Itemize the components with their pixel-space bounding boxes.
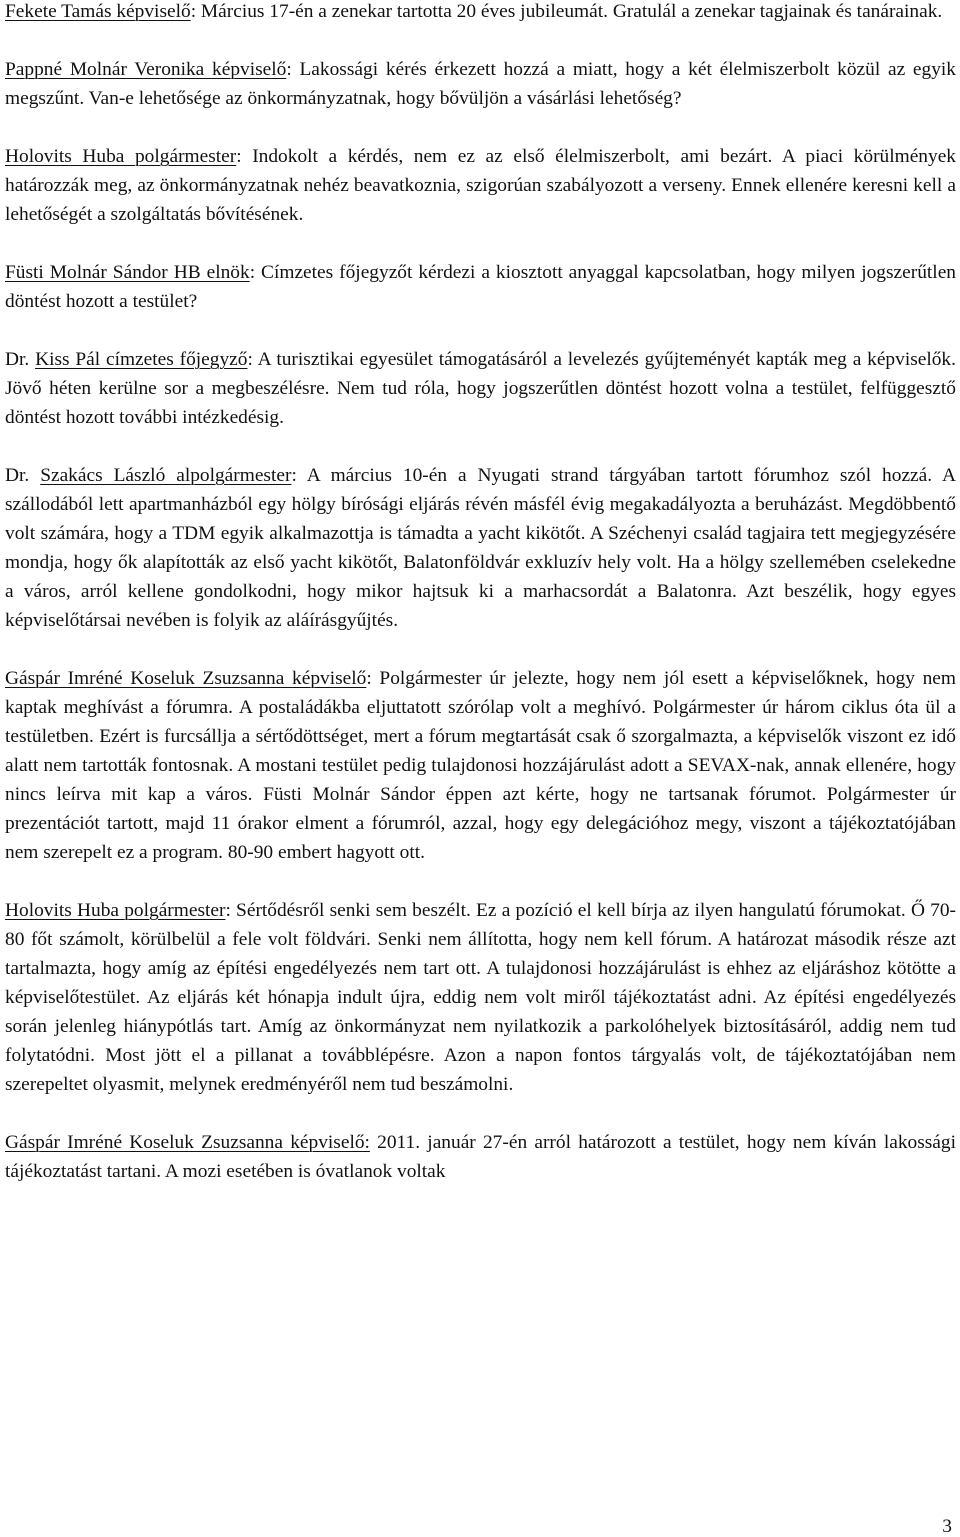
paragraph-holovits-2 (5, 896, 956, 1099)
speaker-name: Gáspár Imréné Koseluk Zsuzsanna képviselő: (5, 1132, 370, 1153)
paragraph-text: : A turisztikai egyesület támogatásáról a levelezés gyűjteményét kapták meg a képviselők. Jövő héten kerülne sor a megbeszélésre. Nem tud róla, hogy jogszerűtlen döntést hozott volna a testület, felfüggesztő döntést hozott további intézkedésig. (5, 349, 956, 428)
speaker-name: Holovits Huba polgármester (5, 900, 226, 921)
paragraph-text: : Indokolt a kérdés, nem ez az első élelmiszerbolt, ami bezárt. A piaci körülmények határozzák meg, az önkormányzatnak nehéz beavatkoznia, szigorúan szabályozott a verseny. Ennek ellenére keresni kell a lehetőségét a szolgáltatás bővítésének. (5, 146, 956, 225)
paragraph-text: : Lakossági kérés érkezett hozzá a miatt, hogy a két élelmiszerbolt közül az egyik megszűnt. Van-e lehetősége az önkormányzatnak, hogy bővüljön a vásárlási lehetőség? (5, 59, 956, 109)
paragraph-prefix: Dr. (5, 465, 41, 486)
paragraph-text: : Március 17-én a zenekar tartotta 20 éves jubileumát. Gratulál a zenekar tagjainak és tanárainak. (190, 1, 943, 22)
paragraph-gaspar-2 (5, 1128, 956, 1186)
speaker-name: Fekete Tamás képviselő (5, 1, 191, 22)
page-number: 3 (942, 1516, 952, 1537)
speaker-name: Holovits Huba polgármester (5, 146, 237, 167)
paragraph-text: : Címzetes főjegyzőt kérdezi a kiosztott anyaggal kapcsolatban, hogy milyen jogszerűtlen döntést hozott a testület? (5, 262, 956, 312)
document-page (5, 0, 956, 1215)
paragraph-text: : Polgármester úr jelezte, hogy nem jól esett a képviselőknek, hogy nem kaptak meghívást a fórumra. A postaládákba eljuttatott szórólap volt a meghívó. Polgármester úr három ciklus óta ül a testületben. Ezért is furcsállja a sértődöttséget, mert a fórum megtartását csak ő szorgalmazta, a képviselők viszont ez idő alatt nem tartották fontosnak. A mostani testület pedig tulajdonosi hozzájárulást adott a SEVAX-nak, annak ellenére, hogy nincs leírva mit kap a város. Füsti Molnár Sándor éppen azt kérte, hogy ne tartsanak fórumot. Polgármester úr prezentációt tartott, majd 11 órakor elment a fórumról, azzal, hogy egy delegációhoz megy, viszont a tájékoztatójában nem szerepelt ez a program. 80-90 embert hagyott ott. (5, 668, 956, 863)
paragraph-holovits-1 (5, 142, 956, 229)
paragraph-text: : Sértődésről senki sem beszélt. Ez a pozíció el kell bírja az ilyen hangulatú fórumokat. Ő 70-80 főt számolt, körülbelül a fele volt földvári. Senki nem állította, hogy nem kell fórum. A határozat második része azt tartalmazta, hogy amíg az építési engedélyezés nem tart ott. A tulajdonosi hozzájárulást is ehhez az eljáráshoz kötötte a képviselőtestület. Az eljárás két hónapja indult újra, eddig nem volt miről tájékoztatást adni. Az építési engedélyezés során jelenleg hiánypótlás tart. Amíg az önkormányzat nem nyilatkozik a parkolóhelyek biztosításáról, addig nem tud folytatódni. Most jött el a pillanat a továbblépésre. Azon a napon fontos tárgyalás volt, de tájékoztatójában nem szerepeltet olyasmit, melynek eredményéről nem tud beszámolni. (5, 900, 957, 1095)
speaker-name: Kiss Pál címzetes főjegyző (35, 349, 248, 370)
speaker-name: Szakács László alpolgármester (40, 465, 292, 486)
paragraph-fekete (5, 0, 956, 26)
paragraph-prefix: Dr. (5, 349, 36, 370)
paragraph-kiss (5, 345, 956, 432)
speaker-name: Füsti Molnár Sándor HB elnök (5, 262, 250, 283)
paragraph-pappne (5, 55, 956, 113)
paragraph-szakacs (5, 461, 956, 635)
paragraph-fusti (5, 258, 956, 316)
speaker-name: Gáspár Imréné Koseluk Zsuzsanna képviselő (5, 668, 367, 689)
paragraph-text: : A március 10-én a Nyugati strand tárgyában tartott fórumhoz szól hozzá. A szállodából lett apartmanházból egy hölgy bírósági eljárás révén másfél évig megakadályozta a beruházást. Megdöbbentő volt számára, hogy a TDM egyik alkalmazottja is támadta a yacht kikötőt. A Széchenyi család tagjaira tett megjegyzésére mondja, hogy ők alapították az első yacht kikötőt, Balatonföldvár exkluzív hely volt. Ha a hölgy szellemében cselekedne a város, arról kellene gondolkodni, hogy mikor hajtsuk ki a marhacsordát a Balatonra. Azt beszélik, hogy egyes képviselőtársai nevében is folyik az aláírásgyűjtés. (5, 465, 956, 631)
paragraph-gaspar-1 (5, 664, 956, 867)
paragraph-text: 2011. január 27-én arról határozott a testület, hogy nem kíván lakossági tájékoztatást tartani. A mozi esetében is óvatlanok voltak (5, 1132, 956, 1182)
speaker-name: Pappné Molnár Veronika képviselő (5, 59, 287, 80)
